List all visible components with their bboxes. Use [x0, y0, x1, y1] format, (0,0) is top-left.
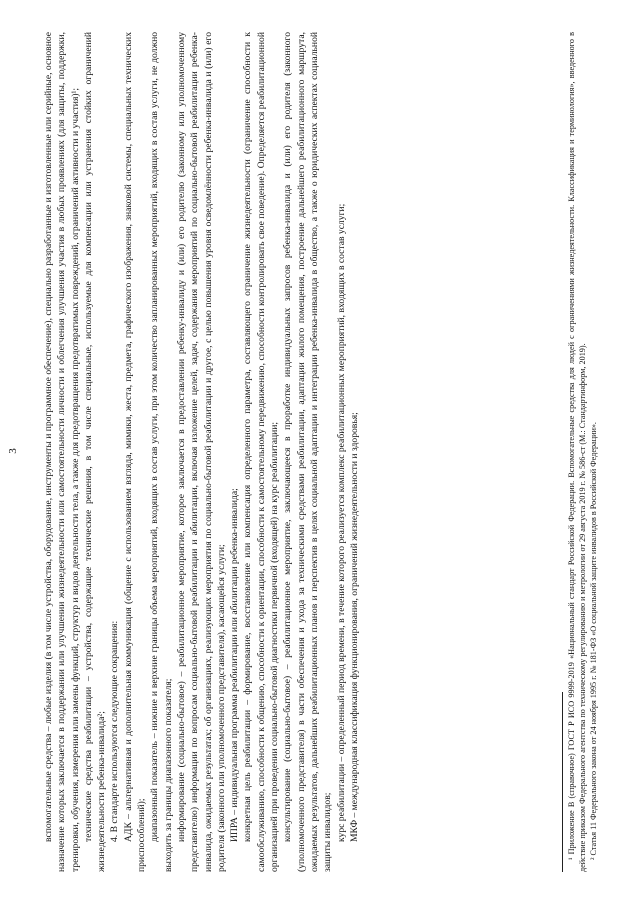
paragraph-informing: информирование (социально-бытовое) – реабилитационное мероприятие, которое заключается в предоставлении ребенку-инвалиду и (или) его родителю (законному или уполномоченному представителю) информации по вопросам социально-бытовой реабилитации и абилитации, включая изложение целей, задач, содержания мероприятий по социально-бытовой реабилитации ребенка-инвалида, ожидаемых результатах; об организациях, реализующих мероприятия по социально-бытовой реабилитации и другое, с целью повышения уровня осведомлённости ребенка-инвалида и (или) его родителя (законного или уполномоченного представителя), касающейся услуги; — [175, 32, 227, 872]
paragraph-assistive-devices: вспомогательные средства – любые изделия (в том числе устройства, оборудование, инструменты и программное обеспечение), специально разработанные и изготовленные или серийные, основное назначение которых заключается в поддержании или улучшении жизнедеятельности или самостоятельности личности и облегчения улучшения участия в любых проявлениях (для защиты, поддержки, тренировки, обучения, измерения или замены функций, структур и видов деятельности тела, а также для предотвращения предотвратимых повреждений, ограничений активности и участия)¹; — [43, 32, 81, 872]
paragraph-rehab-course: курс реабилитации – определенный период времени, в течение которого реализуется комплекс реабилитационных мероприятий, входящих в состав услуги; — [335, 203, 347, 842]
paragraph-technical-means: технические средства реабилитации – устройства, содержащие технические решения, в том числе специальные, используемые для компенсации или устранения стойких ограничений жизнедеятельности ребенка-инвалида²; — [82, 32, 108, 872]
paragraph-adk: АДК – альтернативная и дополнительная коммуникация (общение с использованием взгляда, мимики, жеста, предмета, графического изображения, знаковой системы, специальных технических приспособлений); — [122, 32, 148, 872]
document-body — [42, 32, 361, 872]
footnote-1: ¹ Приложение В (справочное) ГОСТ Р ИСО 9999-2019 «Национальный стандарт Российской Федерации. Вспомогательные средства для людей с ограничениями жизнедеятельности. Классификация и терминология», введенного в действие приказом Федерального агентства по техническому регулированию и метрологии от 29 августа 2019 г. № 586-ст (М.: Стандартинформ, 2019). — [567, 32, 587, 872]
paragraph-specific-goal: конкретная цель реабилитации – формирование, восстановление или компенсация определенного параметра, составляющего ограничение жизнедеятельности (ограничение способности к самообслуживанию, способности к общению, способности к ориентации, способности к самостоятельному передвижению, способности контролировать свое поведение). Определяется реабилитационной организацией при проведении социально-бытовой диагностики первичной (входящей) на курс реабилитации; — [242, 32, 281, 872]
paragraph-range-indicator: диапазонный показатель – нижние и верхние границы объема мероприятий, входящих в состав услуги, при этом количество запланированных мероприятий, входящих в состав услуги, не должно выходить за границы диапазонного показателя; — [149, 32, 174, 872]
paragraph-ipra: ИПРА – индивидуальная программа реабилитации или абилитации ребенка-инвалида; — [229, 488, 241, 842]
paragraph-abbreviations-heading: 4. В стандарте используются следующие сокращения: — [109, 620, 121, 842]
page-number: 3 — [7, 448, 19, 454]
footnote-divider — [562, 692, 563, 872]
paragraph-icf: МКФ – международная классификация функционирования, ограничений жизнедеятельности и здоровья; — [348, 412, 360, 842]
footnote-2: ² Статья 11 Федерального закона от 24 ноября 1995 г. № 181-ФЗ «О социальной защите инвалидов в Российской Федерации». — [589, 422, 598, 860]
paragraph-consulting: консультирование (социально-бытовое) – реабилитационное мероприятие, заключающееся в проработке индивидуальных запросов ребенка-инвалида и (или) его родителя (законного (уполномоченного представителя) в части обеспечения и ухода за техническими средствами реабилитации, адаптации жилого помещения, построение дальнейшего реабилитационного маршрута, ожидаемых результатов, дальнейших реабилитационных планов и перспектив в целях социальной адаптации и интеграции ребенка-инвалида в общество, а также о юридических аспектах социальной защиты инвалидов; — [282, 32, 334, 872]
footnotes — [566, 32, 599, 872]
